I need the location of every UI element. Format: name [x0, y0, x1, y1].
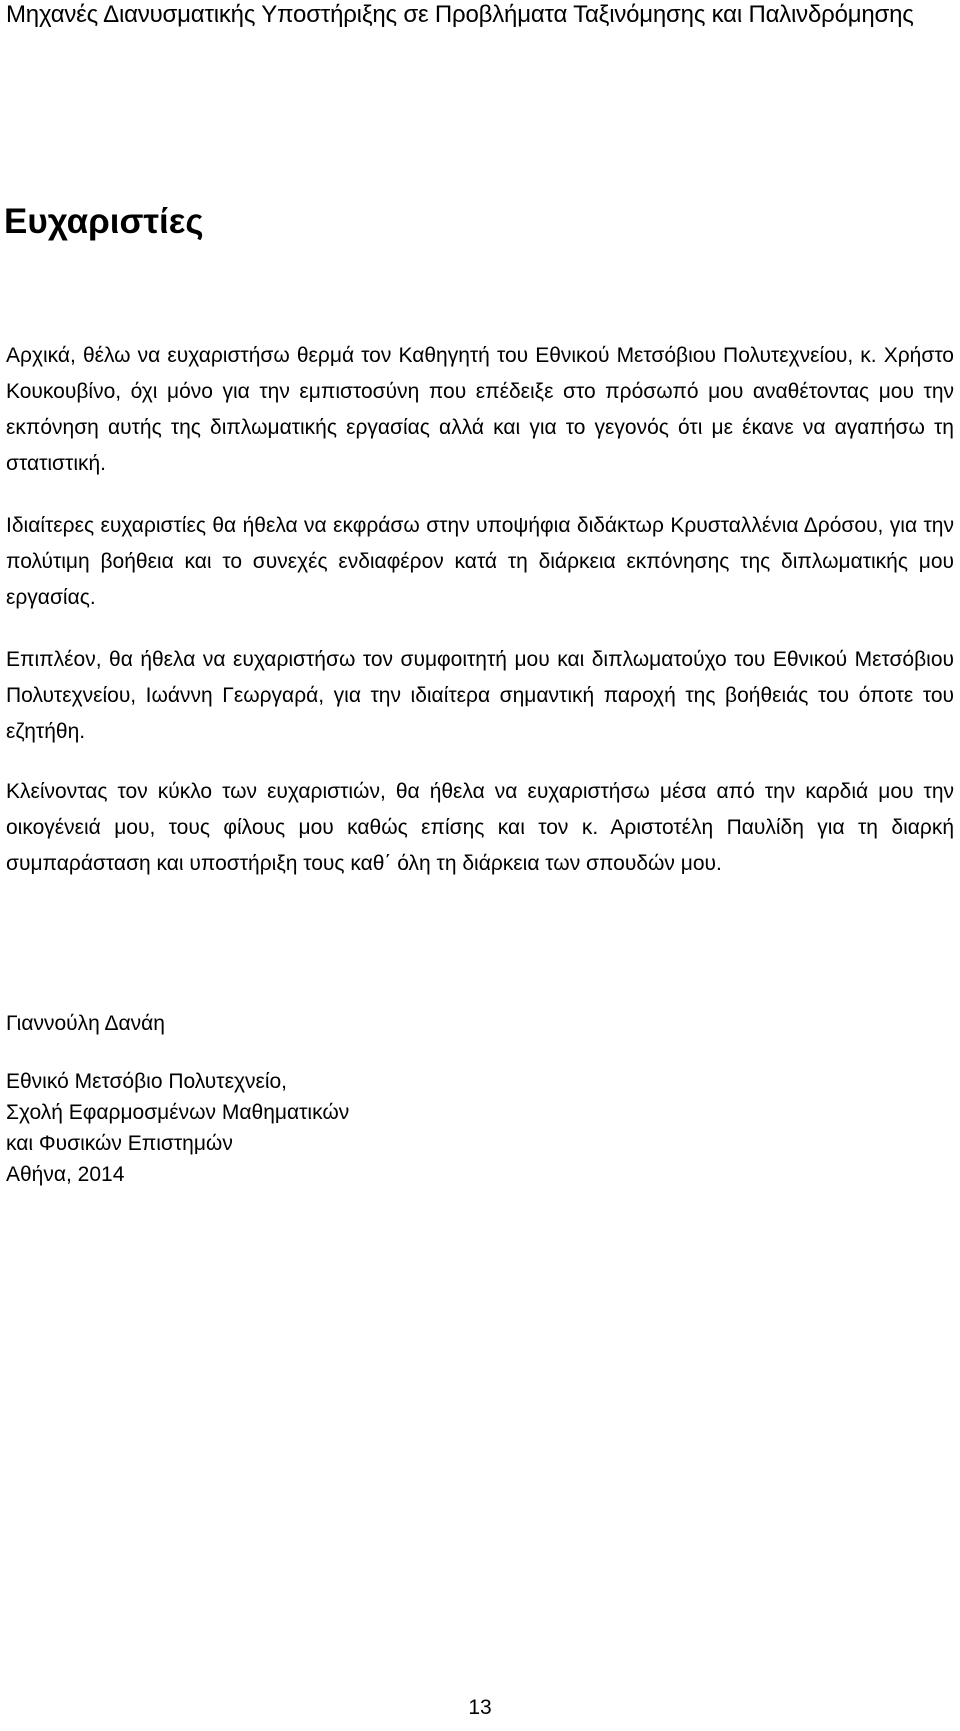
- running-header: Μηχανές Διανυσματικής Υποστήριξης σε Προβλήματα Ταξινόμησης και Παλινδρόμησης: [6, 1, 914, 28]
- signature-name: Γιαννούλη Δανάη: [6, 1012, 165, 1035]
- paragraph-3: Επιπλέον, θα ήθελα να ευχαριστήσω τον συμφοιτητή μου και διπλωματούχο του Εθνικού Μετσόβιου Πολυτεχνείου, Ιωάννη Γεωργαρά, για την ιδιαίτερα σημαντική παροχή της βοήθειάς του όποτε του εζητήθη.: [6, 648, 954, 743]
- paragraph-2: Ιδιαίτερες ευχαριστίες θα ήθελα να εκφράσω στην υποψήφια διδάκτωρ Κρυσταλλένια Δρόσου, για την πολύτιμη βοήθεια και το συνεχές ενδιαφέρον κατά τη διάρκεια εκπόνησης της διπλωματικής μου εργασίας.: [6, 514, 954, 609]
- affiliation-line-place-year: Αθήνα, 2014: [6, 1163, 125, 1186]
- affiliation-block: [6, 1066, 349, 1190]
- paragraph-1: Αρχικά, θέλω να ευχαριστήσω θερμά τον Καθηγητή του Εθνικού Μετσόβιου Πολυτεχνείου, κ. Χρήστο Κουκουβίνο, όχι μόνο για την εμπιστοσύνη που επέδειξε στο πρόσωπό μου αναθέτοντας μου την εκπόνηση αυτής της διπλωματικής εργασίας αλλά και για το γεγονός ότι με έκανε να αγαπήσω τη στατιστική.: [6, 344, 954, 475]
- affiliation-line-university: Εθνικό Μετσόβιο Πολυτεχνείο,: [6, 1070, 288, 1093]
- page-title: Ευχαριστίες: [4, 202, 204, 241]
- affiliation-line-school: Σχολή Εφαρμοσμένων Μαθηματικών: [6, 1101, 350, 1124]
- paragraph-4: Κλείνοντας τον κύκλο των ευχαριστιών, θα ήθελα να ευχαριστήσω μέσα από την καρδιά μου την οικογένειά μου, τους φίλους μου καθώς επίσης και τον κ. Αριστοτέλη Παυλίδη για τη διαρκή συμπαράσταση και υποστήριξη τους καθ΄ όλη τη διάρκεια των σπουδών μου.: [6, 780, 954, 875]
- page-number: 13: [468, 1696, 492, 1719]
- affiliation-line-school-cont: και Φυσικών Επιστημών: [6, 1132, 233, 1155]
